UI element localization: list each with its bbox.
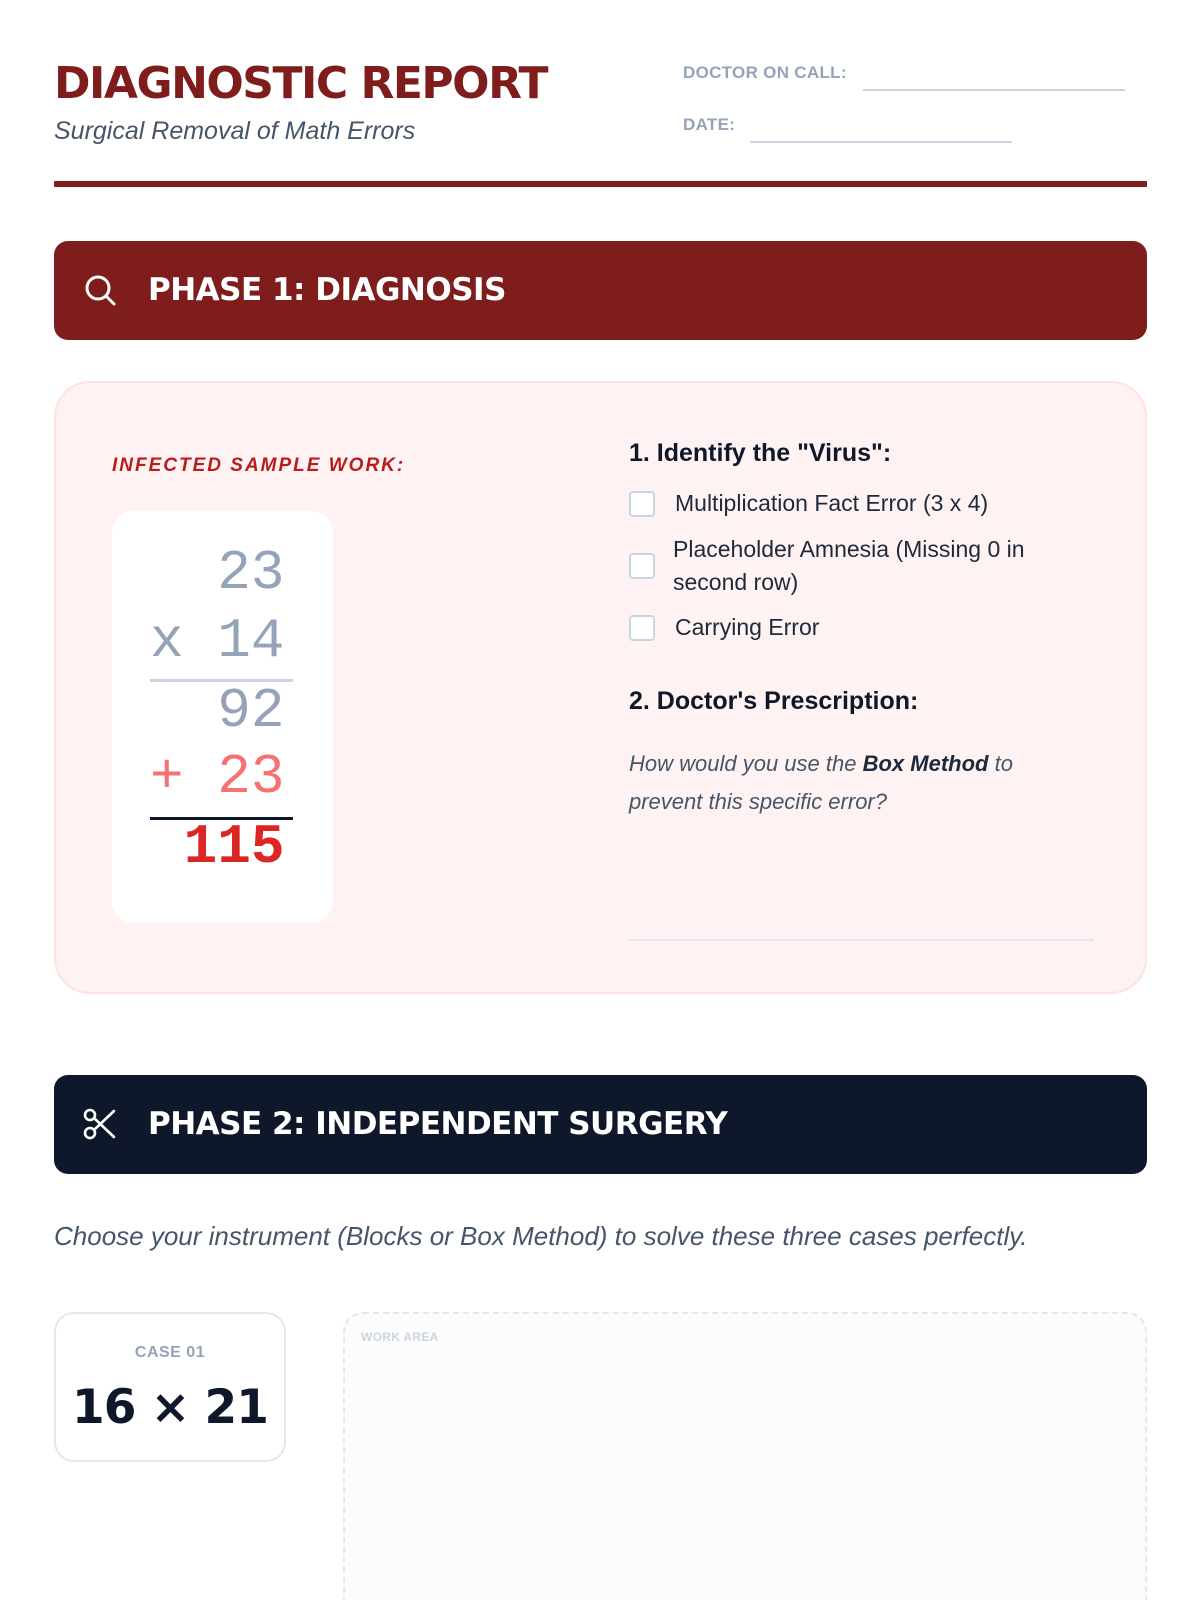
report-subtitle: Surgical Removal of Math Errors xyxy=(54,117,416,145)
search-icon xyxy=(82,272,118,308)
case-problem: 16 × 21 xyxy=(72,1380,268,1435)
phase-2-instructions: Choose your instrument (Blocks or Box Method) to solve these three cases perfectly. xyxy=(54,1221,1028,1251)
case-card xyxy=(54,1312,286,1462)
multiplier: x 14 xyxy=(150,609,285,673)
phase-2-header xyxy=(54,1075,1147,1174)
phase-2-title: PHASE 2: INDEPENDENT SURGERY xyxy=(148,1106,728,1142)
partial-product-1: 92 xyxy=(150,679,285,743)
prescription-prompt: How would you use the Box Method to prevent this specific error? xyxy=(629,751,1013,814)
header-divider xyxy=(54,181,1147,187)
work-area[interactable] xyxy=(343,1312,1147,1600)
checkbox[interactable] xyxy=(629,491,655,517)
checkbox[interactable] xyxy=(629,553,655,579)
wrong-answer: 115 xyxy=(150,815,285,879)
scissors-icon xyxy=(82,1106,118,1142)
date-label: DATE: xyxy=(683,115,736,134)
option-label: Carrying Error xyxy=(675,614,820,640)
option-placeholder-amnesia[interactable] xyxy=(629,533,1069,599)
multiplicand: 23 xyxy=(150,541,285,605)
infected-sample-work xyxy=(112,511,333,923)
option-label: Multiplication Fact Error (3 x 4) xyxy=(675,490,989,516)
question-2-title: 2. Doctor's Prescription: xyxy=(629,687,919,715)
worksheet-page xyxy=(54,0,1147,1600)
diagnosis-card xyxy=(54,381,1147,994)
option-carrying-error[interactable] xyxy=(629,611,1069,644)
case-label: CASE 01 xyxy=(134,1344,206,1361)
doctor-name-field[interactable] xyxy=(863,89,1125,91)
report-title: DIAGNOSTIC REPORT xyxy=(54,58,547,109)
partial-product-2: + 23 xyxy=(150,745,285,809)
question-1-title: 1. Identify the "Virus": xyxy=(629,439,892,467)
date-field[interactable] xyxy=(750,141,1012,143)
report-header xyxy=(54,56,1147,187)
sample-work-label: INFECTED SAMPLE WORK: xyxy=(112,455,406,476)
prescription-answer-field[interactable] xyxy=(629,939,1094,941)
option-multiplication-fact-error[interactable] xyxy=(629,487,1069,520)
phase-1-title: PHASE 1: DIAGNOSIS xyxy=(148,272,506,308)
option-label: Placeholder Amnesia (Missing 0 in second row) xyxy=(673,536,1025,595)
doctor-label: DOCTOR ON CALL: xyxy=(683,63,847,82)
checkbox[interactable] xyxy=(629,615,655,641)
phase-1-header xyxy=(54,241,1147,340)
work-area-label: WORK AREA xyxy=(361,1330,439,1344)
